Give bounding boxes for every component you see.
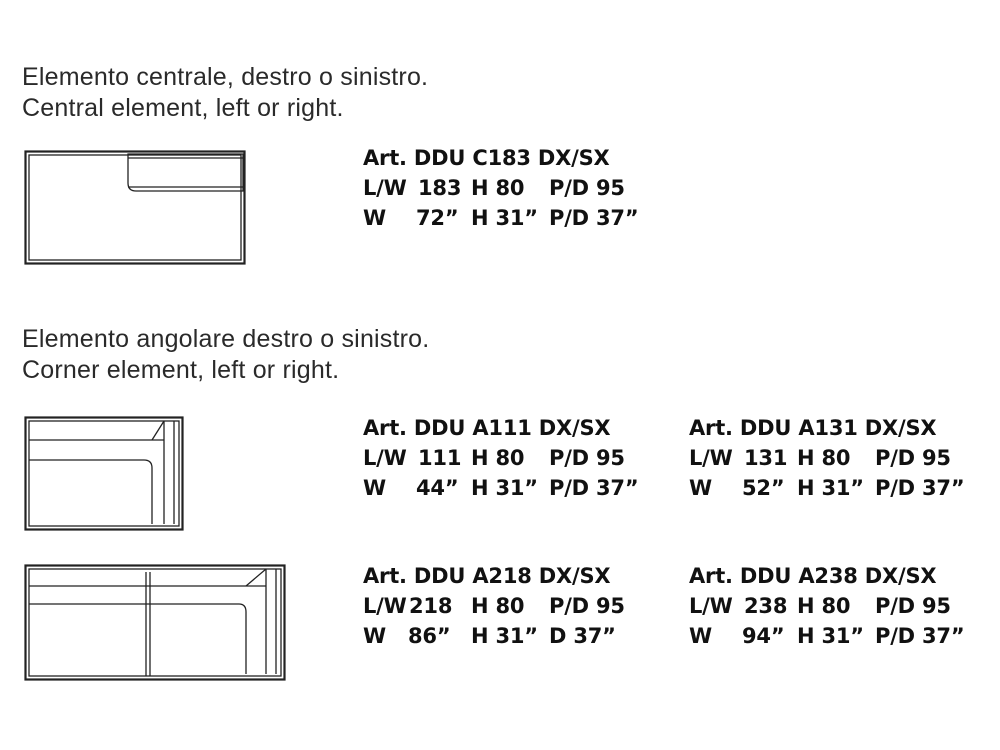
heading-english: Central element, left or right. xyxy=(22,94,344,122)
section-corner-heading xyxy=(22,324,429,386)
central-element-drawing xyxy=(24,150,248,266)
article-code: Art. DDU A238 DX/SX xyxy=(689,564,937,588)
heading-italian: Elemento angolare destro o sinistro. xyxy=(22,325,430,353)
metric-dimensions: L/W 111 H 80 P/D 95 xyxy=(363,446,625,470)
spec-a238 xyxy=(689,561,989,651)
metric-dimensions: L/W 218 H 80 P/D 95 xyxy=(363,594,625,618)
imperial-dimensions: W 52” H 31” P/D 37” xyxy=(689,476,965,500)
article-code: Art. DDU C183 DX/SX xyxy=(363,146,610,170)
heading-italian: Elemento centrale, destro o sinistro. xyxy=(22,63,429,91)
spec-a131 xyxy=(689,413,989,503)
metric-dimensions: L/W 131 H 80 P/D 95 xyxy=(689,446,951,470)
spec-a218 xyxy=(363,561,663,651)
corner-element-large-drawing xyxy=(24,564,288,682)
article-code: Art. DDU A218 DX/SX xyxy=(363,564,611,588)
metric-dimensions: L/W 183 H 80 P/D 95 xyxy=(363,176,625,200)
spec-a111 xyxy=(363,413,663,503)
imperial-dimensions: W 94” H 31” P/D 37” xyxy=(689,624,965,648)
spec-c183 xyxy=(363,143,663,233)
corner-element-small-drawing xyxy=(24,416,186,532)
heading-english: Corner element, left or right. xyxy=(22,356,340,384)
article-code: Art. DDU A111 DX/SX xyxy=(363,416,611,440)
imperial-dimensions: W 86” H 31” D 37” xyxy=(363,624,616,648)
imperial-dimensions: W 44” H 31” P/D 37” xyxy=(363,476,639,500)
metric-dimensions: L/W 238 H 80 P/D 95 xyxy=(689,594,951,618)
imperial-dimensions: W 72” H 31” P/D 37” xyxy=(363,206,639,230)
section-central-heading xyxy=(22,62,428,124)
article-code: Art. DDU A131 DX/SX xyxy=(689,416,937,440)
